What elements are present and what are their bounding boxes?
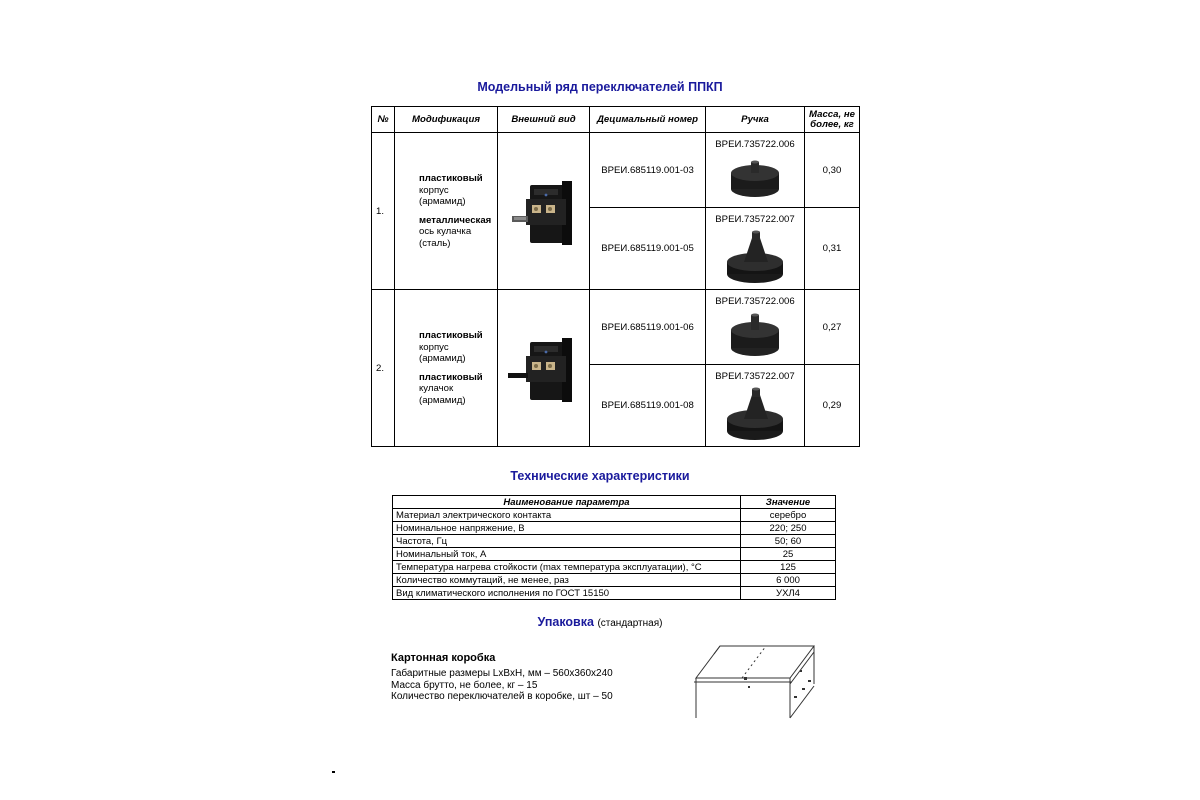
modification-bold: пластиковый — [419, 371, 483, 383]
header-appearance: Внешний вид — [498, 107, 590, 133]
header-value: Значение — [741, 496, 836, 509]
param-value: серебро — [741, 509, 836, 522]
mass-value: 0,31 — [805, 208, 860, 290]
modification-cell — [395, 290, 498, 447]
param-name: Материал электрического контакта — [393, 509, 741, 522]
table-row — [393, 587, 836, 600]
mass-value: 0,29 — [805, 365, 860, 447]
product-image-cell — [498, 133, 590, 290]
knob-code: ВРЕИ.735722.007 — [715, 214, 795, 225]
specs-title: Технические характеристики — [510, 469, 690, 483]
header-modification: Модификация — [395, 107, 498, 133]
decimal-number: ВРЕИ.685119.001-03 — [590, 133, 706, 208]
packaging-subtitle: (стандартная) — [597, 618, 663, 629]
table-row — [393, 548, 836, 561]
knob-code: ВРЕИ.735722.007 — [715, 371, 795, 382]
row-number: 2. — [372, 290, 395, 447]
modification-text: корпус (армамид) — [419, 341, 466, 364]
decimal-number: ВРЕИ.685119.001-05 — [590, 208, 706, 290]
table-row — [393, 509, 836, 522]
modification-bold: пластиковый — [419, 173, 483, 184]
param-name: Температура нагрева стойкости (max температура эксплуатации), °С — [393, 561, 741, 574]
packaging-heading — [0, 615, 1200, 629]
knob-round-icon — [725, 310, 785, 360]
knob-cell — [706, 365, 805, 447]
modification-bold: пластиковый — [419, 330, 483, 341]
param-value: 50; 60 — [741, 535, 836, 548]
box-title: Картонная коробка — [391, 652, 496, 664]
param-name: Частота, Гц — [393, 535, 741, 548]
param-name: Вид климатического исполнения по ГОСТ 15150 — [393, 587, 741, 600]
table-row — [393, 535, 836, 548]
param-name: Номинальный ток, А — [393, 548, 741, 561]
cardboard-box-icon — [690, 640, 820, 720]
modification-cell — [395, 133, 498, 290]
decimal-number: ВРЕИ.685119.001-06 — [590, 290, 706, 365]
header-parameter: Наименование параметра — [393, 496, 741, 509]
table-row — [393, 574, 836, 587]
rotary-switch-image — [504, 328, 584, 408]
param-value: 25 — [741, 548, 836, 561]
table-row — [393, 561, 836, 574]
box-weight: Масса брутто, не более, кг – 15 — [391, 679, 538, 691]
table-row — [372, 290, 860, 365]
knob-cell — [706, 290, 805, 365]
table-row — [372, 133, 860, 208]
models-title: Модельный ряд переключателей ППКП — [477, 80, 723, 94]
box-dimensions: Габаритные размеры LxBxH, мм – 560x360x240 — [391, 668, 613, 679]
knob-cell — [706, 133, 805, 208]
knob-round-icon — [725, 159, 785, 199]
specs-header-row — [393, 496, 836, 509]
header-decimal-number: Децимальный номер — [590, 107, 706, 133]
param-value: 220; 250 — [741, 522, 836, 535]
param-value: УХЛ4 — [741, 587, 836, 600]
knob-code: ВРЕИ.735722.006 — [715, 139, 795, 150]
table-row — [393, 522, 836, 535]
header-mass: Масса, не более, кг — [805, 107, 860, 133]
specs-table — [392, 495, 836, 600]
rotary-switch-image — [504, 171, 584, 251]
modification-text: корпус (армамид) — [419, 184, 466, 207]
knob-pointer-icon — [722, 387, 788, 443]
modification-text: кулачок (армамид) — [419, 383, 466, 406]
knob-code: ВРЕИ.735722.006 — [715, 296, 795, 307]
header-knob: Ручка — [706, 107, 805, 133]
header-num: № — [372, 107, 395, 133]
param-value: 125 — [741, 561, 836, 574]
models-header-row — [372, 107, 860, 133]
param-name: Количество коммутаций, не менее, раз — [393, 574, 741, 587]
mass-value: 0,30 — [805, 133, 860, 208]
box-quantity: Количество переключателей в коробке, шт – 50 — [391, 691, 613, 702]
product-image-cell — [498, 290, 590, 447]
modification-bold: металлическая — [419, 214, 492, 226]
stray-dot — [332, 771, 335, 773]
models-table — [371, 106, 860, 447]
row-number: 1. — [372, 133, 395, 290]
param-name: Номинальное напряжение, В — [393, 522, 741, 535]
knob-pointer-icon — [722, 230, 788, 286]
packaging-title: Упаковка — [537, 615, 594, 629]
param-value: 6 000 — [741, 574, 836, 587]
mass-value: 0,27 — [805, 290, 860, 365]
box-details — [391, 668, 613, 703]
decimal-number: ВРЕИ.685119.001-08 — [590, 365, 706, 447]
modification-text: ось кулачка (сталь) — [419, 226, 472, 249]
knob-cell — [706, 208, 805, 290]
